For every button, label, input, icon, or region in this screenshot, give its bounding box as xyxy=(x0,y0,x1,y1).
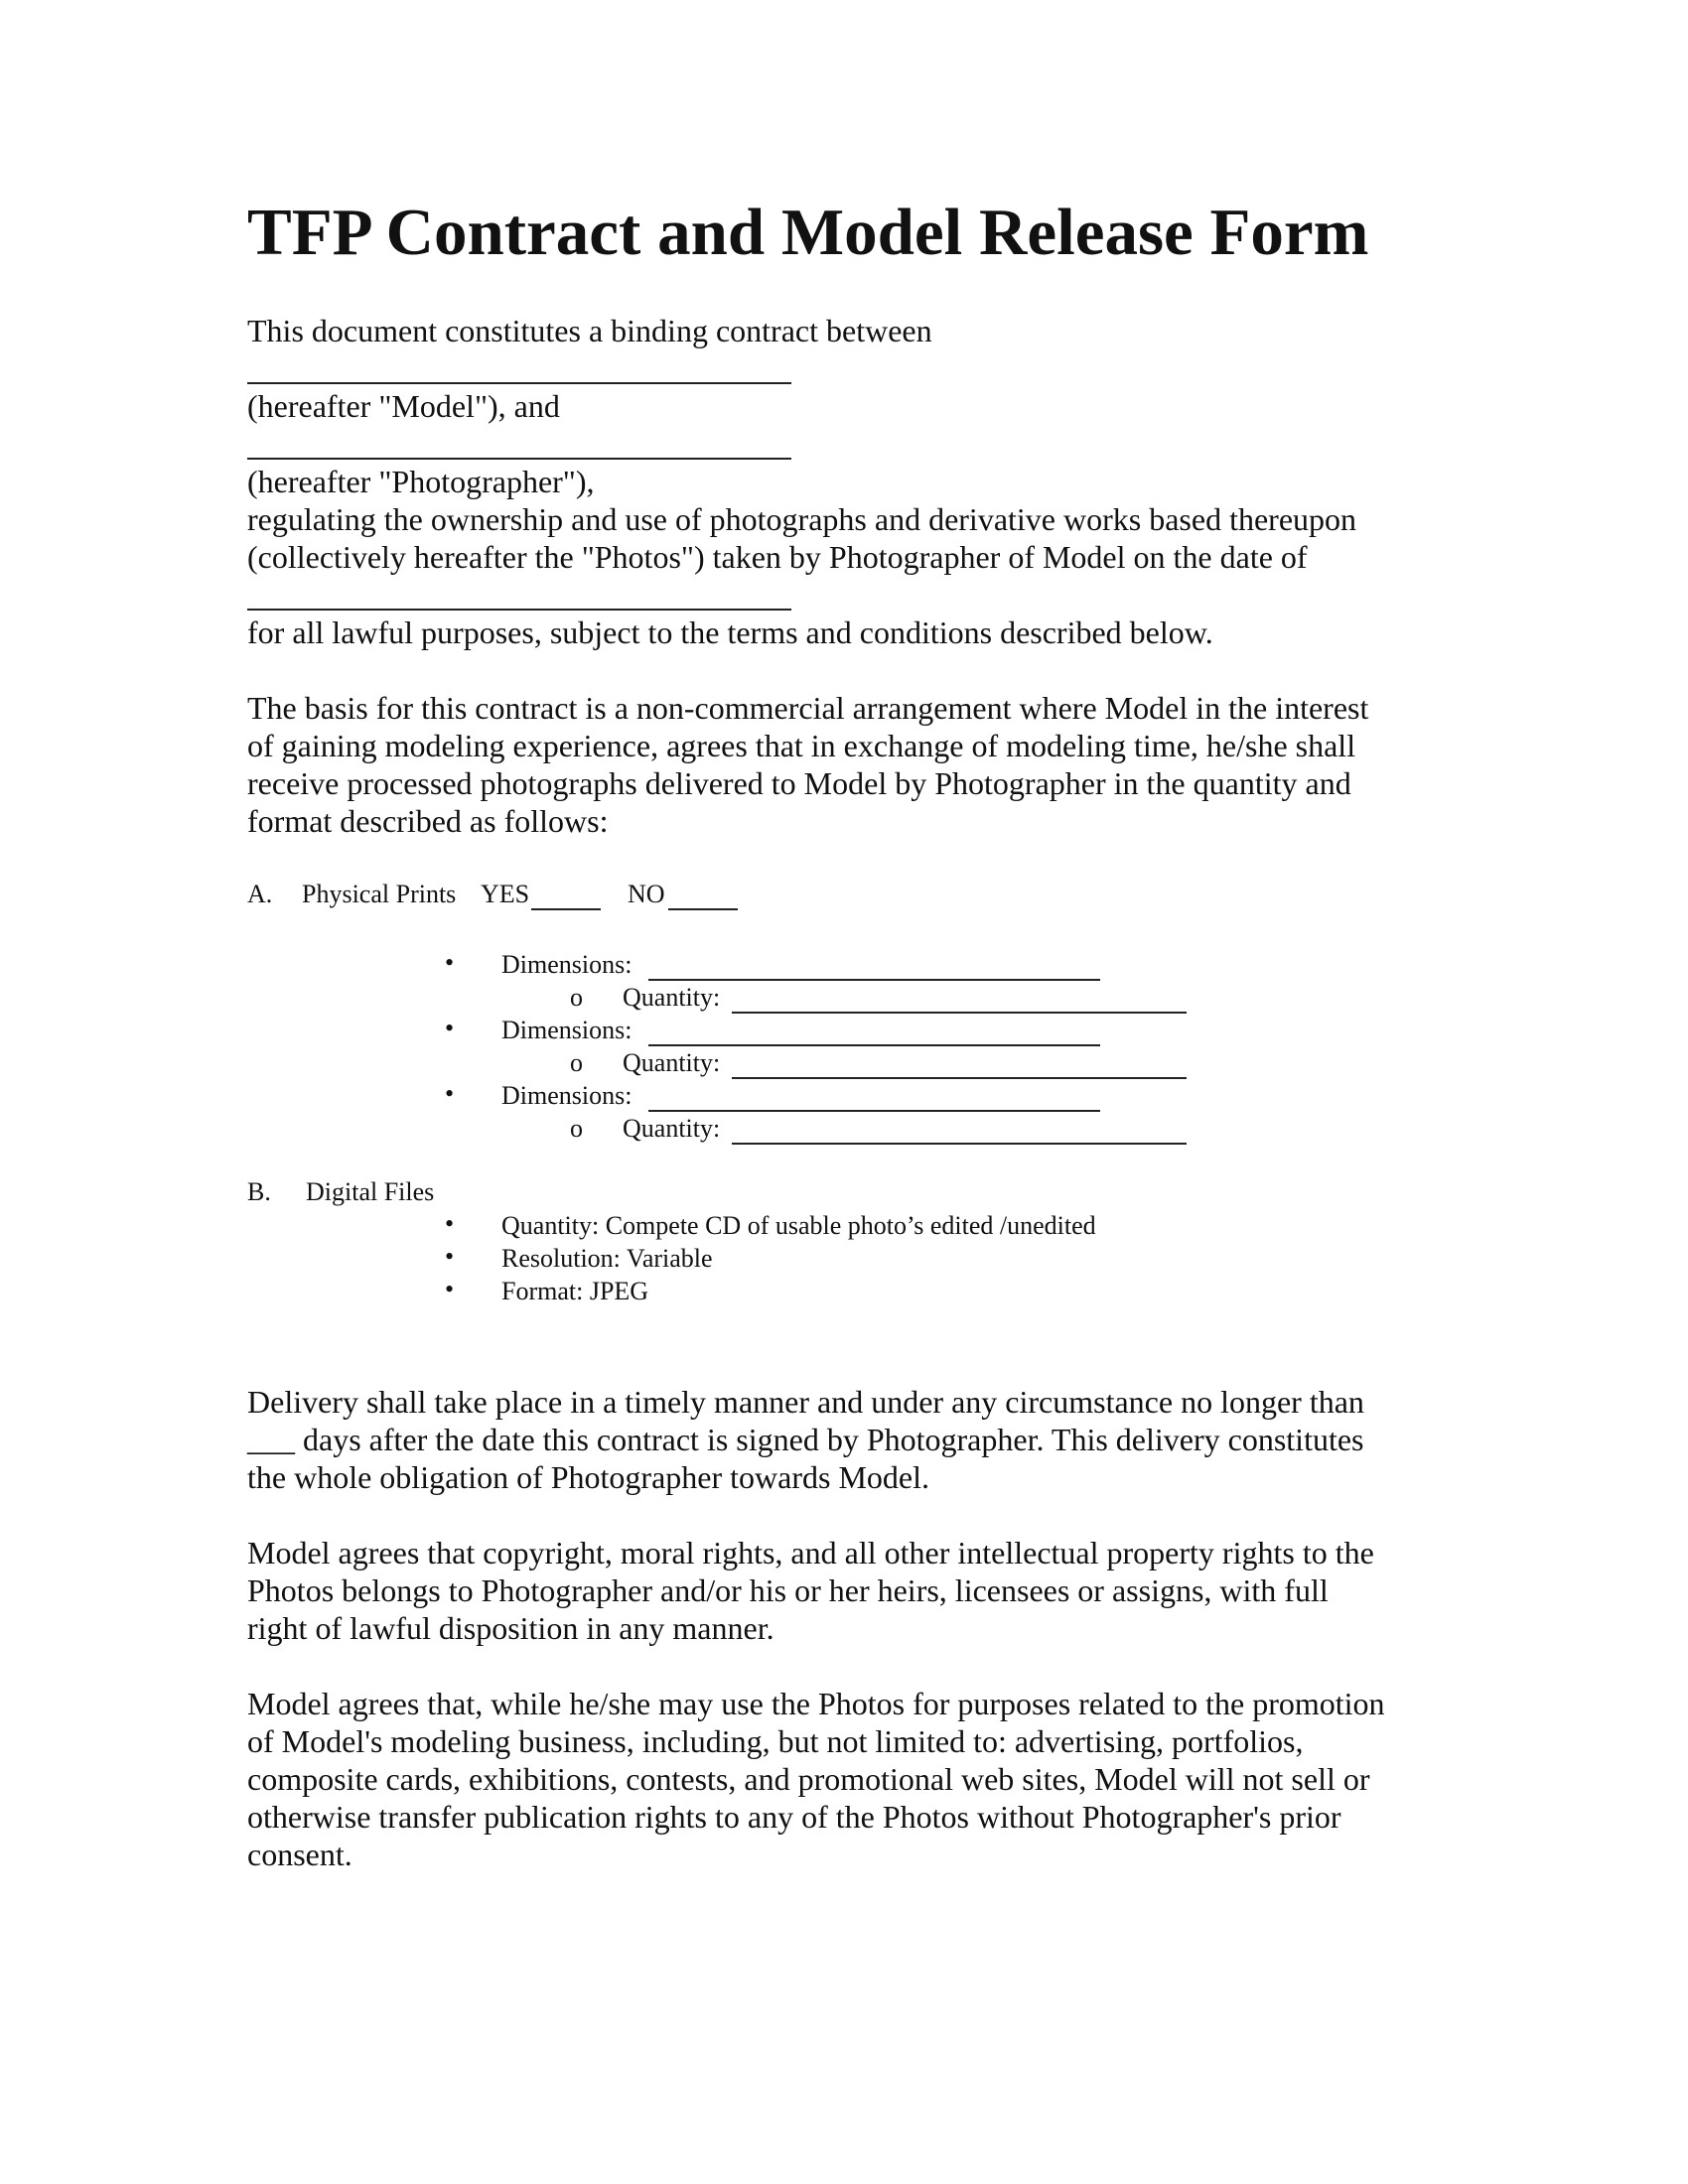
delivery-line: Delivery shall take place in a timely manner and under any circumstance no longer than xyxy=(247,1384,1364,1420)
photographer-name-blank[interactable] xyxy=(247,458,791,460)
basis-line: format described as follows: xyxy=(247,803,609,839)
copyright-line: Model agrees that copyright, moral rights, and all other intellectual property rights to the xyxy=(247,1535,1374,1570)
digital-item: Resolution: Variable xyxy=(501,1244,713,1273)
usage-line: otherwise transfer publication rights to any of the Photos without Photographer's prior xyxy=(247,1799,1341,1835)
intro-line: regulating the ownership and use of photographs and derivative works based thereupon xyxy=(247,501,1357,537)
quantity-label: Quantity: xyxy=(623,1048,721,1077)
copyright-line: right of lawful disposition in any manner. xyxy=(247,1610,774,1646)
dimensions-blank[interactable] xyxy=(648,1090,1100,1112)
document-title: TFP Contract and Model Release Form xyxy=(247,196,1369,269)
photographer-label: (hereafter "Photographer"), xyxy=(247,464,595,499)
bullet-icon: • xyxy=(445,1014,455,1042)
dimensions-label: Dimensions: xyxy=(501,1016,633,1044)
basis-line: of gaining modeling experience, agrees that in exchange of modeling time, he/she shall xyxy=(247,728,1356,763)
usage-line: of Model's modeling business, including, but not limited to: advertising, portfolios, xyxy=(247,1723,1304,1759)
intro-line: (collectively hereafter the "Photos") taken by Photographer of Model on the date of xyxy=(247,539,1308,575)
intro-line: for all lawful purposes, subject to the terms and conditions described below. xyxy=(247,614,1213,650)
quantity-blank[interactable] xyxy=(732,1123,1187,1145)
sub-bullet-icon: o xyxy=(570,1048,583,1077)
sub-bullet-icon: o xyxy=(570,1114,583,1143)
section-a-label: Physical Prints xyxy=(302,880,457,908)
digital-item: Quantity: Compete CD of usable photo’s edited /unedited xyxy=(501,1211,1096,1240)
bullet-icon: • xyxy=(445,1242,455,1271)
usage-line: consent. xyxy=(247,1837,352,1872)
section-b-marker: B. xyxy=(247,1177,271,1206)
dimensions-label: Dimensions: xyxy=(501,950,633,979)
basis-line: The basis for this contract is a non-commercial arrangement where Model in the interest xyxy=(247,690,1369,726)
quantity-blank[interactable] xyxy=(732,992,1187,1014)
quantity-blank[interactable] xyxy=(732,1057,1187,1079)
usage-line: Model agrees that, while he/she may use the Photos for purposes related to the promotion xyxy=(247,1686,1385,1721)
date-blank[interactable] xyxy=(247,609,791,611)
sub-bullet-icon: o xyxy=(570,983,583,1012)
dimensions-label: Dimensions: xyxy=(501,1081,633,1110)
bullet-icon: • xyxy=(445,948,455,977)
usage-line: composite cards, exhibitions, contests, and promotional web sites, Model will not sell or xyxy=(247,1761,1370,1797)
quantity-label: Quantity: xyxy=(623,983,721,1012)
dimensions-blank[interactable] xyxy=(648,1024,1100,1046)
no-blank[interactable] xyxy=(668,888,738,910)
intro-line: This document constitutes a binding contract between xyxy=(247,313,932,348)
basis-line: receive processed photographs delivered to Model by Photographer in the quantity and xyxy=(247,765,1351,801)
section-a-marker: A. xyxy=(247,880,273,908)
bullet-icon: • xyxy=(445,1209,455,1238)
bullet-icon: • xyxy=(445,1079,455,1108)
model-label: (hereafter "Model"), and xyxy=(247,388,560,424)
delivery-line: the whole obligation of Photographer towards Model. xyxy=(247,1459,929,1495)
dimensions-blank[interactable] xyxy=(648,959,1100,981)
delivery-line: ___ days after the date this contract is signed by Photographer. This delivery constitutes xyxy=(247,1422,1364,1457)
copyright-line: Photos belongs to Photographer and/or his or her heirs, licensees or assigns, with full xyxy=(247,1572,1329,1608)
digital-item: Format: JPEG xyxy=(501,1277,649,1305)
yes-blank[interactable] xyxy=(531,888,601,910)
no-label: NO xyxy=(628,880,665,908)
yes-label: YES xyxy=(481,880,530,908)
bullet-icon: • xyxy=(445,1275,455,1303)
quantity-label: Quantity: xyxy=(623,1114,721,1143)
model-name-blank[interactable] xyxy=(247,382,791,384)
section-b-label: Digital Files xyxy=(306,1177,435,1206)
